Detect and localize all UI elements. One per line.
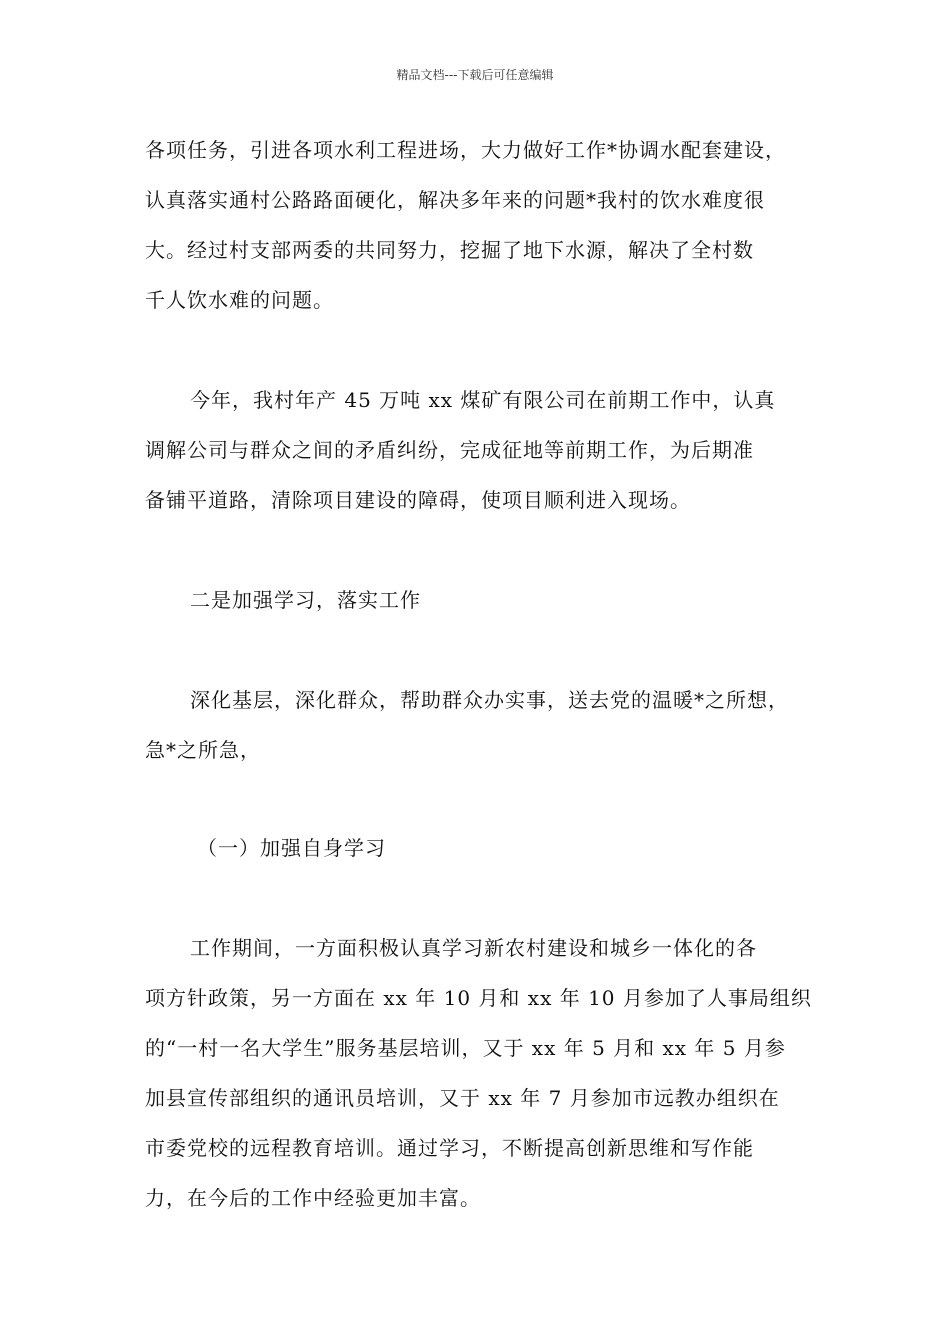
paragraph-line: 今年，我村年产 45 万吨 xx 煤矿有限公司在前期工作中，认真 xyxy=(190,388,776,412)
paragraph-line: 市委党校的远程教育培训。通过学习，不断提高创新思维和写作能 xyxy=(145,1136,754,1160)
paragraph-line: 备铺平道路，清除项目建设的障碍，使项目顺利进入现场。 xyxy=(145,488,691,512)
section-heading: 二是加强学习，落实工作 xyxy=(190,588,421,612)
paragraph-line: 加县宣传部组织的通讯员培训，又于 xx 年 7 月参加市远教办组织在 xyxy=(145,1086,780,1110)
paragraph-line: 深化基层，深化群众，帮助群众办实事，送去党的温暖*之所想， xyxy=(190,688,789,712)
paragraph-line: 力，在今后的工作中经验更加丰富。 xyxy=(145,1186,481,1210)
subsection-heading: （一）加强自身学习 xyxy=(197,836,386,860)
page-header: 精品文档---下载后可任意编辑 xyxy=(396,68,554,82)
paragraph-line: 的“一村一名大学生”服务基层培训，又于 xx 年 5 月和 xx 年 5 月参 xyxy=(145,1036,786,1060)
paragraph-line: 项方针政策，另一方面在 xx 年 10 月和 xx 年 10 月参加了人事局组织 xyxy=(145,986,812,1010)
paragraph-line: 千人饮水难的问题。 xyxy=(145,288,334,312)
paragraph-line: 大。经过村支部两委的共同努力，挖掘了地下水源，解决了全村数 xyxy=(145,238,754,262)
paragraph-line: 工作期间，一方面积极认真学习新农村建设和城乡一体化的各 xyxy=(190,936,757,960)
paragraph-line: 调解公司与群众之间的矛盾纠纷，完成征地等前期工作，为后期准 xyxy=(145,438,754,462)
paragraph-line: 认真落实通村公路路面硬化，解决多年来的问题*我村的饮水难度很 xyxy=(145,188,765,212)
paragraph-line: 各项任务，引进各项水利工程进场，大力做好工作*协调水配套建设， xyxy=(145,138,786,162)
paragraph-line: 急*之所急， xyxy=(145,738,261,762)
